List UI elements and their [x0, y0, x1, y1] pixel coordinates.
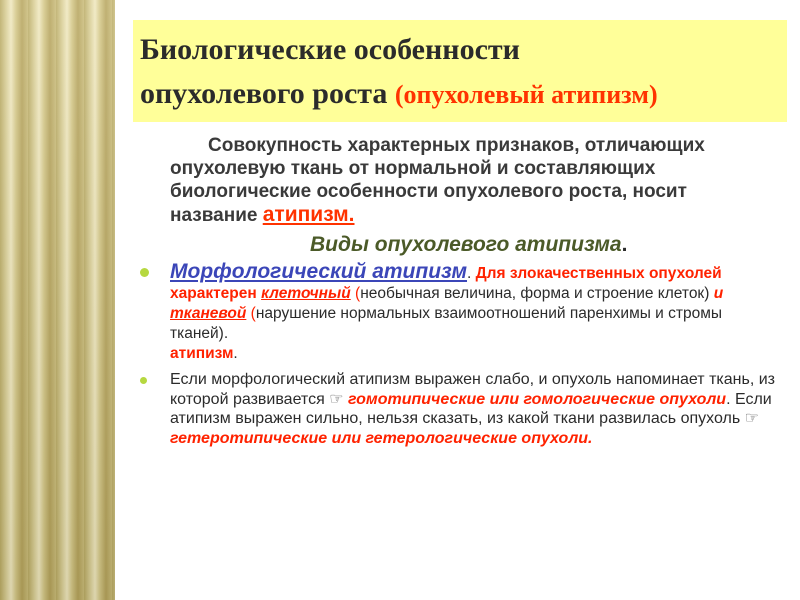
- pointing-hand-icon: ☞: [329, 390, 344, 408]
- tissue-word: тканевой: [170, 305, 247, 322]
- intro-text: Совокупность характерных признаков, отличающих опухолевую ткань от нормальной и составляющих биологические особенности опухолевого роста, носит название: [170, 135, 705, 226]
- kinds-heading-dot: .: [621, 233, 628, 256]
- plain-text-2: нарушение нормальных взаимоотношений паренхимы и стромы тканей).: [170, 305, 723, 342]
- kinds-heading: [310, 233, 627, 257]
- bullet2-text-1: Если морфологический атипизм выражен слабо, и опухоль напоминает ткань, из которой развивается: [170, 371, 775, 408]
- list-item: [140, 370, 780, 448]
- paren-open-2: (: [246, 305, 256, 322]
- cell-word: клеточный: [261, 285, 351, 302]
- plain-text-1: необычная величина, форма и строение клеток): [360, 285, 710, 302]
- heterotypic-term: гетеротипические или гетерологические опухоли.: [170, 429, 593, 447]
- kinds-heading-text: Виды опухолевого атипизма: [310, 233, 622, 256]
- decorative-stripes: [0, 0, 115, 600]
- slide-title: [140, 28, 780, 117]
- atypism-end: атипизм: [170, 345, 234, 362]
- red-lead: Для злокачественных опухолей характерен: [170, 265, 722, 302]
- title-line-1: Биологические особенности: [140, 33, 520, 66]
- list-item: [140, 262, 780, 364]
- pointing-hand-icon: ☞: [744, 410, 759, 427]
- title-parenthetical: (опухолевый атипизм): [394, 80, 658, 109]
- morph-term: Морфологический атипизм: [170, 260, 468, 283]
- title-line-2: опухолевого роста: [140, 77, 388, 110]
- bullet-list: [140, 262, 780, 448]
- and-word: и: [709, 285, 724, 302]
- homotypic-term: гомотипические или гомологические опухоли: [343, 390, 727, 408]
- bullet-dot-icon: [140, 377, 147, 384]
- intro-paragraph: [170, 134, 730, 227]
- paren-open: (: [350, 285, 361, 302]
- intro-term: атипизм.: [262, 203, 355, 226]
- morph-dot: .: [467, 265, 476, 282]
- end-dot: .: [233, 345, 238, 362]
- bullet2-text-2: . Если атипизм выражен сильно, нельзя сказать, из какой ткани развилась опухоль: [170, 390, 772, 427]
- title-line-2-wrap: [140, 72, 780, 117]
- bullet-dot-icon: [140, 268, 149, 277]
